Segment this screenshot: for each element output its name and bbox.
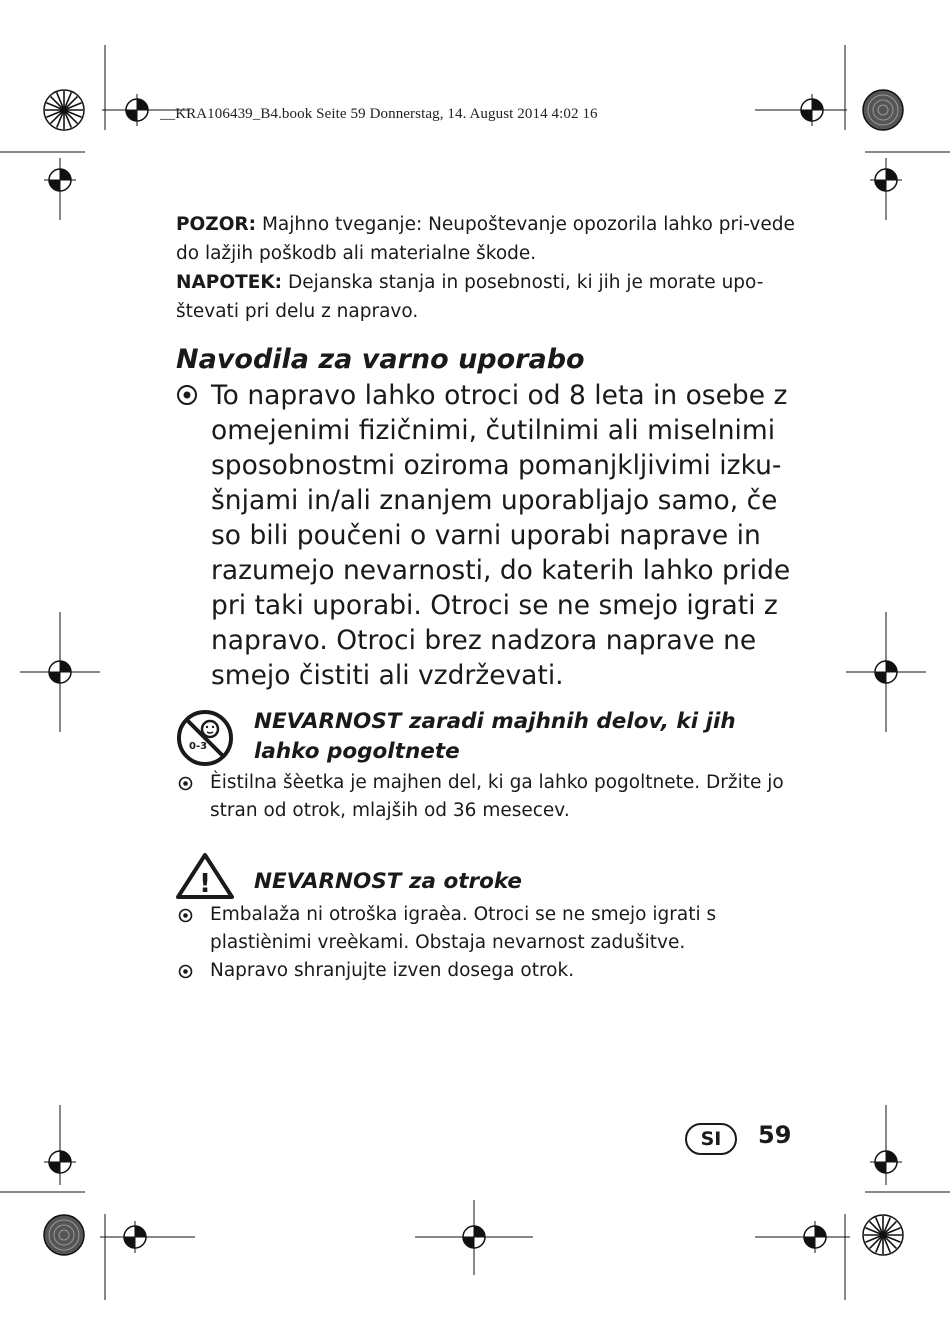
list-item [176,901,800,957]
warning-title: NEVARNOST zaradi majhnih delov, ki jih lahko pogoltnete [254,709,736,764]
age-label: 0-3 [189,741,208,752]
list-item-text: Embalaža ni otroška igraèa. Otroci se ne smejo igrati s plastiènimi vreèkami. Obstaja nevarnost zadušitve. [210,904,717,953]
language-badge: SI [685,1123,737,1155]
warning-list [176,901,800,985]
note-label: POZOR: [176,214,257,235]
bullet-icon [178,908,193,923]
bullet-icon [178,964,193,979]
exclamation-mark: ! [199,869,211,899]
list-item-text: Èistilna šèetka je majhen del, ki ga lahko pogoltnete. Držite jo stran od otrok, mlajših od 36 mesecev. [210,772,784,821]
list-item-text: To napravo lahko otroci od 8 leta in osebe z omejenimi fizičnimi, čutilnimi ali miselnimi sposobnostmi oziroma pomanjkljivimi izku-šnjami in/ali znanjem uporabljajo samo, če so bili poučeni o varni uporabi naprave in razumejo nevarnosti, do katerih lahko pride pri taki uporabi. Otroci se ne smejo igrati z napravo. Otroci brez nadzora naprave ne smejo čistiti ali vzdrževati. [211,380,791,691]
warning-small-parts [176,707,800,825]
list-item [176,957,800,985]
safety-list [176,378,800,693]
note-text: Dejanska stanja in posebnosti, ki jih je morate upo-števati pri delu z napravo. [176,272,764,322]
list-item [176,769,800,825]
note-text: Majhno tveganje: Neupoštevanje opozorila lahko pri-vede do lažjih poškodb ali materialne škode. [176,214,795,264]
note-caution [176,210,800,268]
list-item-text: Napravo shranjujte izven dosega otrok. [210,960,575,981]
note-label: NAPOTEK: [176,272,283,293]
list-item [176,378,800,693]
warning-list [176,769,800,825]
bullet-icon [178,776,193,791]
section-title: Navodila za varno uporabo [176,344,585,375]
note-tip [176,268,800,326]
page-number: 59 [758,1121,792,1149]
no-children-0-3-icon [174,707,236,769]
warning-triangle-icon [174,851,236,901]
warning-title: NEVARNOST za otroke [254,869,523,894]
print-header: __KRA106439_B4.book Seite 59 Donnerstag, 14. August 2014 4:02 16 [160,106,598,122]
bullet-icon [176,384,198,406]
page-content [176,210,800,985]
warning-children [176,851,800,985]
